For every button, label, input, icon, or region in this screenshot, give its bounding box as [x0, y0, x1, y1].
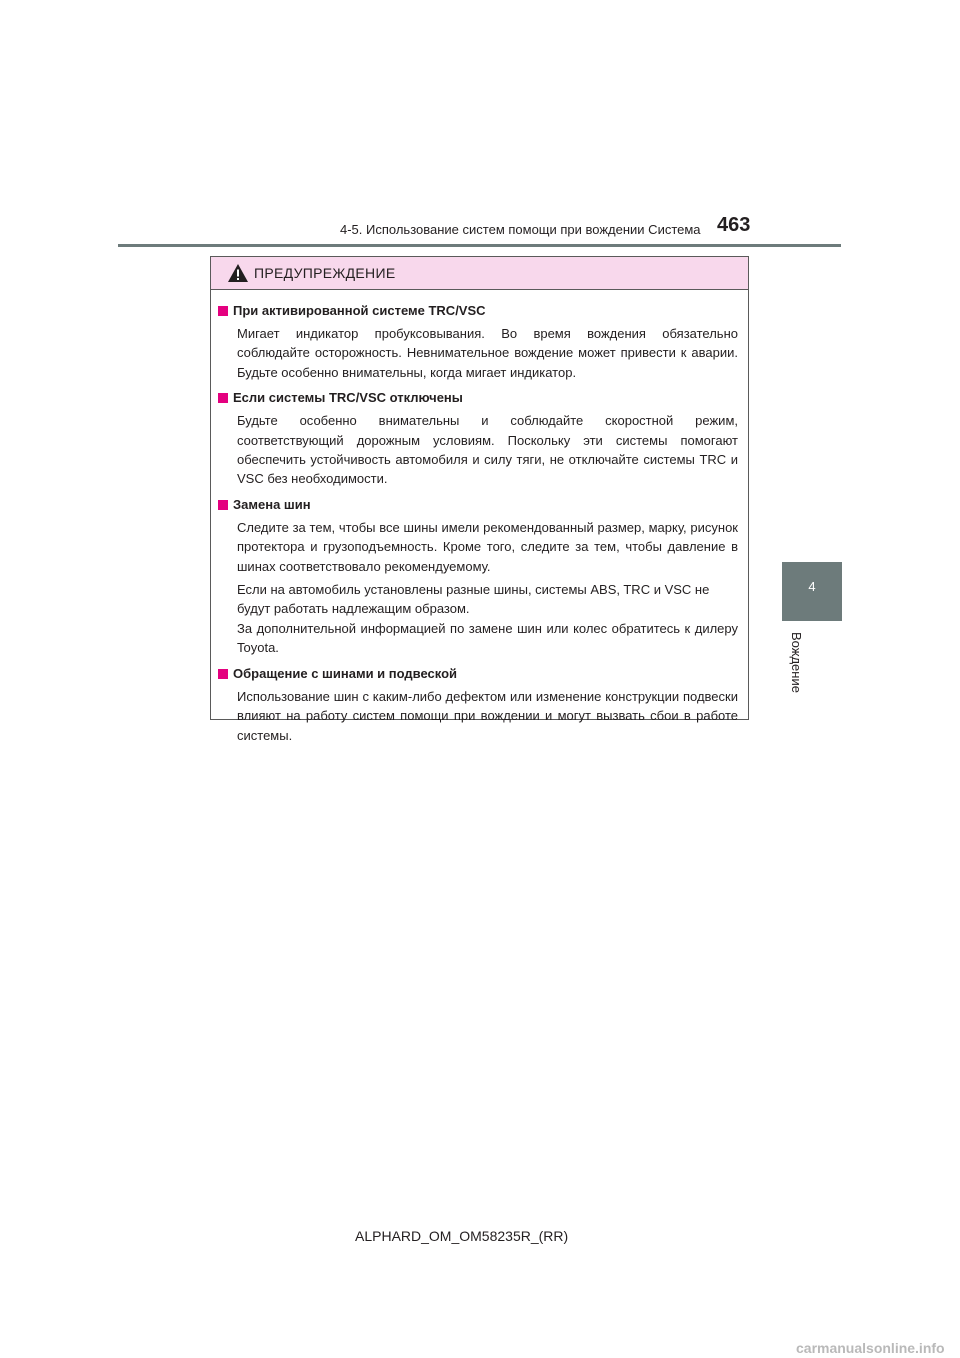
- watermark: carmanualsonline.info: [796, 1340, 945, 1356]
- section-heading-text: Обращение с шинами и подвеской: [233, 665, 458, 681]
- section-heading: [218, 496, 738, 514]
- warning-title: ПРЕДУПРЕЖДЕНИЕ: [254, 265, 396, 281]
- section-heading: [218, 302, 738, 320]
- square-bullet-icon: [218, 669, 228, 679]
- warning-section-tires-suspension: [218, 665, 738, 745]
- page-number: 463: [717, 214, 751, 236]
- warning-section-trc-vsc-active: [218, 302, 738, 382]
- document-code: ALPHARD_OM_OM58235R_(RR): [355, 1228, 569, 1244]
- warning-triangle-icon: [227, 263, 249, 283]
- square-bullet-icon: [218, 306, 228, 316]
- warning-section-tire-replacement: [218, 496, 738, 658]
- header-rule: [118, 244, 841, 247]
- section-heading: [218, 389, 738, 407]
- warning-section-trc-vsc-off: [218, 389, 738, 489]
- paragraph: Использование шин с каким-либо дефектом или изменение конструкции подвески влияют на работу систем помощи при вождении и могут вызвать сбои в работе системы.: [237, 688, 738, 743]
- square-bullet-icon: [218, 393, 228, 403]
- square-bullet-icon: [218, 500, 228, 510]
- paragraph: Мигает индикатор пробуксовывания. Во время вождения обязательно соблюдайте осторожность. Невнимательное вождение может привести к аварии. Будьте особенно внимательны, когда мигает индикатор.: [237, 326, 738, 380]
- warning-box: [210, 256, 749, 743]
- warning-header: [211, 257, 748, 290]
- paragraph: Будьте особенно внимательны и соблюдайте скоростной режим, соответствующий дорожным условиям. Поскольку эти системы помогают обеспечить устойчивость автомобиля и силу тяги, не отключайте системы TRC и VSC без необходимости.: [237, 413, 738, 487]
- section-title: 4-5. Использование систем помощи при вождении Система: [340, 222, 701, 237]
- chapter-tab: 4: [782, 562, 842, 621]
- chapter-label: Вождение: [789, 632, 804, 693]
- paragraph: Следите за тем, чтобы все шины имели рекомендованный размер, марку, рисунок протектора и грузоподъемность. Кроме того, следите за тем, чтобы давление в шинах соответствовало рекомендуемому.: [237, 519, 738, 574]
- warning-body: [211, 290, 748, 745]
- section-heading-text: При активированной системе TRC/VSC: [233, 303, 486, 318]
- section-heading-text: Если системы TRC/VSC отключены: [233, 390, 463, 406]
- paragraph: За дополнительной информацией по замене шин или колес обратитесь к дилеру Toyota.: [237, 620, 738, 656]
- section-heading: [218, 665, 738, 683]
- section-heading-text: Замена шин: [233, 496, 311, 512]
- paragraph: Если на автомобиль установлены разные шины, системы ABS, TRC и VSC не будут работать надлежащим образом.: [237, 582, 710, 617]
